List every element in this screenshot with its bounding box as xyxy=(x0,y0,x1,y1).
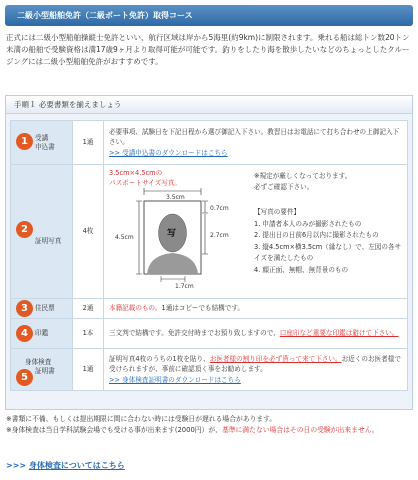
row-label: 証明書 xyxy=(35,366,55,375)
note-warning: 基準に満たない場合はその日の受験が出来ません。 xyxy=(221,425,379,434)
requirement-item: 4. 顔正面、無帽、無背景のもの xyxy=(254,265,349,274)
row-body xyxy=(104,319,408,349)
step-number-badge: 2 xyxy=(16,221,33,238)
dim-label: 1.7cm xyxy=(175,283,194,290)
row-body xyxy=(104,299,408,319)
intro-text: 正式には二級小型船舶操縦士免許といい、航行区域は岸から5海里(約9km)に制限されます。乗れる船は総トン数20トン未満の船舶で受験資格は満17歳9ヶ月より取得可能が可能です。釣りをしたり海を散歩したいなどのちょっとしたクルージングには二級小型船舶免許がおすすめです。 xyxy=(6,33,410,67)
step-header: 手順１ 必要書類を揃えましょう xyxy=(6,96,412,114)
photo-size-text: パスポートサイズ写真。 xyxy=(109,178,182,187)
row-label-cell xyxy=(11,121,73,165)
step-number-badge: 3 xyxy=(16,300,33,317)
row-body xyxy=(104,165,408,299)
requirements-title: 【写真の要件】 xyxy=(254,208,301,216)
table-row xyxy=(11,349,408,391)
row-description: 1通はコピーでも結構です。 xyxy=(161,304,245,313)
row-description: 証明写真4枚のうちの1枚を貼り、 xyxy=(109,355,210,364)
photo-warning: ※規定が厳しくなっております。 xyxy=(254,172,352,180)
health-check-link[interactable] xyxy=(6,460,125,472)
row-warning: 口座印など重要な印鑑は避けて下さい。 xyxy=(279,329,399,338)
row-description: 必要事項、試験日を下記日程から選び御記入下さい。教習日はお電話にて打ち合わせの上御記入下さい。 xyxy=(109,128,400,147)
note-line: ※身体検査は当日学科試験会場でも受ける事が出来ます(2000円）が、 xyxy=(6,425,222,434)
documents-table xyxy=(10,120,408,391)
notes xyxy=(6,414,414,435)
row-label-cell xyxy=(11,299,73,319)
row-label: 申込書 xyxy=(35,142,55,151)
dim-label: 2.7cm xyxy=(210,232,229,239)
application-download-link[interactable]: >> 受講申込書のダウンロードはこちら xyxy=(109,148,228,157)
page-title: 二級小型船舶免許（二級ボート免許）取得コース xyxy=(5,5,413,26)
row-label: 身体検査 xyxy=(25,358,52,366)
row-label-cell xyxy=(11,165,73,299)
row-label: 印鑑 xyxy=(35,329,49,337)
photo-requirements xyxy=(254,207,402,276)
health-check-link-text[interactable]: 身体検査についてはこちら xyxy=(28,461,125,470)
row-count: 1通 xyxy=(73,121,104,165)
step-number-badge: 4 xyxy=(16,325,33,342)
row-body xyxy=(104,121,408,165)
requirement-item: 2. 提出日の日前6月以内に撮影されたもの xyxy=(254,231,379,240)
health-certificate-download-link[interactable]: >> 身体検査証明書のダウンロードはこちら xyxy=(109,375,241,384)
dim-label: 0.7cm xyxy=(210,205,229,212)
table-row xyxy=(11,165,408,299)
photo-size-text: 3.5cm×4.5cmの xyxy=(109,169,163,177)
row-label-cell xyxy=(11,349,73,391)
table-row xyxy=(11,121,408,165)
table-row xyxy=(11,299,408,319)
row-label-cell xyxy=(11,319,73,349)
dim-label: 3.5cm xyxy=(166,194,185,201)
row-label: 証明写真 xyxy=(35,237,62,245)
documents-panel xyxy=(5,95,413,410)
face-char: 写 xyxy=(167,229,177,239)
row-count: 4枚 xyxy=(73,165,104,299)
step-number-badge: 5 xyxy=(16,369,33,386)
photo-size-diagram xyxy=(109,187,251,291)
dim-label: 4.5cm xyxy=(115,234,134,241)
row-description: 三文判で結構です。免許交付時までお預り致しますので、 xyxy=(109,329,280,338)
row-warning: 本籍記載のもの。 xyxy=(109,304,162,313)
row-warning: お医者様の割り印を必ず貰って来て下さい。 xyxy=(209,355,342,364)
row-label: 受講 xyxy=(35,134,49,142)
link-arrows: >>> xyxy=(6,461,27,470)
row-label: 住民票 xyxy=(35,304,55,312)
row-count: 1通 xyxy=(73,349,104,391)
row-count: 2通 xyxy=(73,299,104,319)
photo-warning: 必ずご確認下さい。 xyxy=(254,182,314,191)
table-row xyxy=(11,319,408,349)
row-body xyxy=(104,349,408,391)
step-number-badge: 1 xyxy=(16,133,33,150)
row-count: 1本 xyxy=(73,319,104,349)
note-line: ※書類に不備、もしくは提出期限に間に合わない時には受験日が遅れる場合があります。 xyxy=(6,415,277,423)
row-description: お近くのお医者様で受けられますが、事前に確認頂く事をお勧めします。 xyxy=(109,355,401,374)
requirement-item: 1. 申請者本人のみが撮影されたもの xyxy=(254,219,362,228)
requirement-item: 3. 縦4.5cm×横3.5cm（縁なし）で、左図の各サイズを満たしたもの xyxy=(254,242,402,263)
